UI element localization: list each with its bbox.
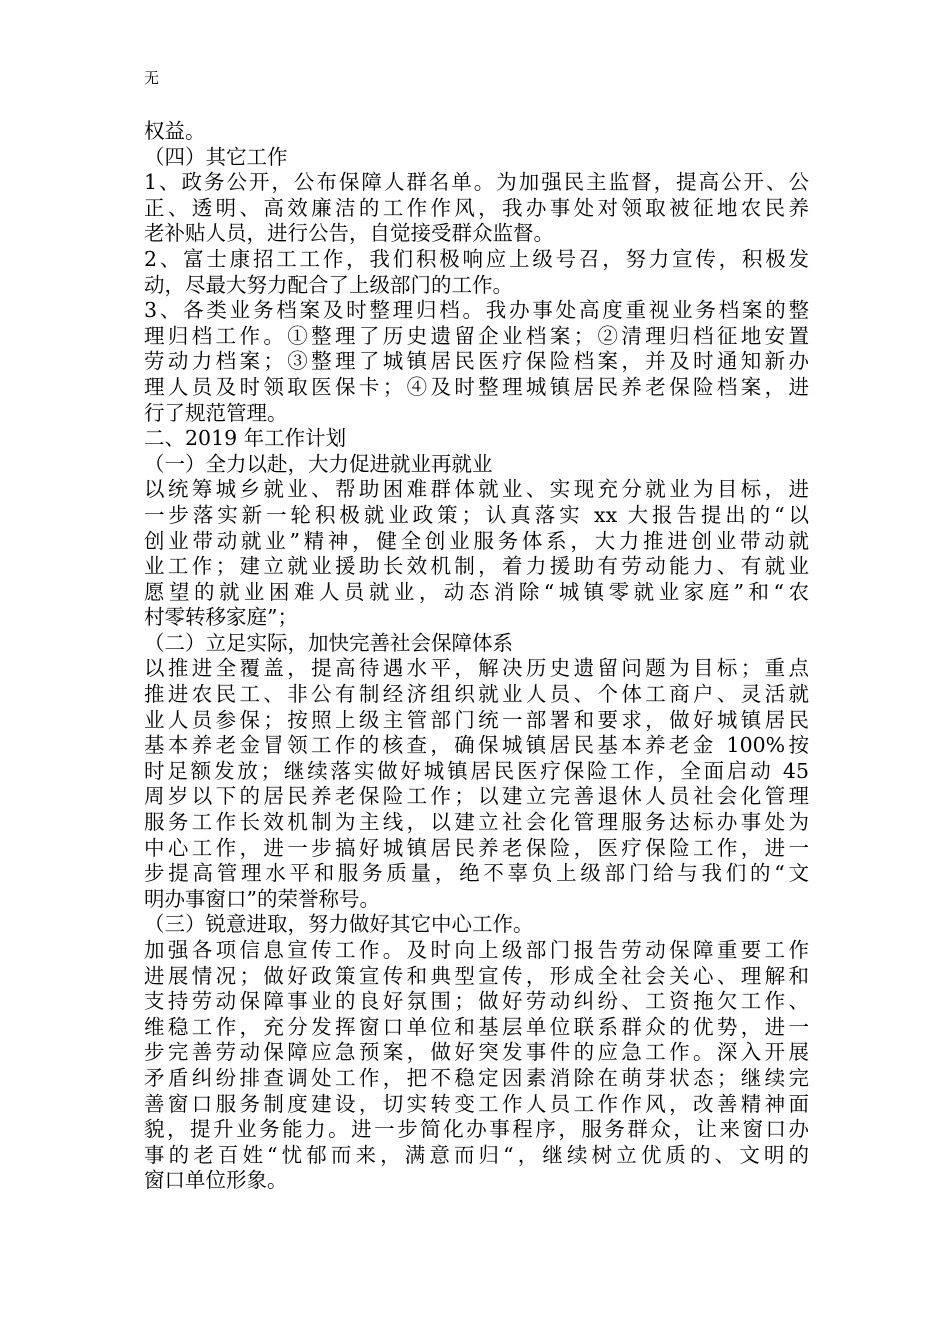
body-line: 以推进全覆盖，提高待遇水平，解决历史遗留问题为目标；重点 [144, 656, 809, 681]
body-line: 周岁以下的居民养老保险工作；以建立完善退休人员社会化管理 [144, 784, 809, 809]
body-line: 权益。 [144, 119, 206, 143]
body-line: 行了规范管理。 [144, 400, 288, 425]
section-heading: （一）全力以赴，大力促进就业再就业 [144, 451, 493, 476]
body-line: 明办事窗口”的荣誉称号。 [144, 886, 380, 911]
body-line: 老补贴人员，进行公告，自觉接受群众监督。 [144, 221, 554, 246]
body-line: 加强各项信息宣传工作。及时向上级部门报告劳动保障重要工作 [144, 938, 809, 962]
body-line: 推进农民工、非公有制经济组织就业人员、个体工商户、灵活就 [144, 682, 809, 707]
body-line: 善窗口服务制度建设，切实转变工作人员工作作风，改善精神面 [144, 1091, 809, 1116]
body-line: 以统筹城乡就业、帮助困难群体就业、实现充分就业为目标，进 [144, 477, 809, 502]
section-heading: 二、2019 年工作计划 [144, 426, 347, 451]
body-line: 支持劳动保障事业的良好氛围；做好劳动纠纷、工资拖欠工作、 [144, 989, 809, 1014]
body-line: 正、透明、高效廉洁的工作作风，我办事处对领取被征地农民养 [144, 195, 809, 220]
body-line: 业工作；建立就业援助长效机制，着力援助有劳动能力、有就业 [144, 554, 809, 579]
body-line: 服务工作长效机制为主线，以建立社会化管理服务达标办事处为 [144, 810, 809, 835]
body-line: 劳动力档案；③整理了城镇居民医疗保险档案，并及时通知新办 [144, 349, 809, 374]
body-line: 理归档工作。①整理了历史遗留企业档案；②清理归档征地安置 [144, 323, 809, 348]
body-line: 维稳工作，充分发挥窗口单位和基层单位联系群众的优势，进一 [144, 1014, 809, 1039]
body-line: 基本养老金冒领工作的核查，确保城镇居民基本养老金 100%按 [144, 733, 809, 758]
page-header: 无 [144, 69, 160, 87]
section-heading: （三）锐意进取，努力做好其它中心工作。 [144, 912, 534, 937]
body-line: 愿望的就业困难人员就业，动态消除“城镇零就业家庭”和“农 [144, 579, 809, 604]
document-body [144, 119, 809, 1194]
section-heading: （二）立足实际，加快完善社会保障体系 [144, 630, 513, 655]
body-line: 窗口单位形象。 [144, 1168, 288, 1193]
body-line: 动，尽最大努力配合了上级部门的工作。 [144, 272, 513, 297]
section-heading: （四）其它工作 [144, 144, 288, 169]
body-line: 中心工作，进一步搞好城镇居民养老保险，医疗保险工作，进一 [144, 835, 809, 860]
body-line: 事的老百姓“忧郁而来，满意而归“，继续树立优质的、文明的 [144, 1142, 809, 1167]
body-line: 进展情况；做好政策宣传和典型宣传，形成全社会关心、理解和 [144, 963, 809, 988]
body-line: 一步落实新一轮积极就业政策；认真落实 xx 大报告提出的“以 [144, 502, 809, 527]
body-line: 步提高管理水平和服务质量，绝不辜负上级部门给与我们的“文 [144, 861, 809, 886]
body-line: 创业带动就业”精神，健全创业服务体系，大力推进创业带动就 [144, 528, 809, 553]
body-line: 业人员参保；按照上级主管部门统一部署和要求，做好城镇居民 [144, 707, 809, 732]
body-line: 村零转移家庭”； [144, 605, 298, 630]
body-line: 3、各类业务档案及时整理归档。我办事处高度重视业务档案的整 [144, 298, 809, 323]
body-line: 矛盾纠纷排查调处工作，把不稳定因素消除在萌芽状态；继续完 [144, 1065, 809, 1090]
body-line: 1、政务公开，公布保障人群名单。为加强民主监督，提高公开、公 [144, 170, 809, 195]
body-line: 貌，提升业务能力。进一步简化办事程序，服务群众，让来窗口办 [144, 1117, 809, 1142]
body-line: 步完善劳动保障应急预案，做好突发事件的应急工作。深入开展 [144, 1040, 809, 1065]
body-line: 理人员及时领取医保卡；④及时整理城镇居民养老保险档案，进 [144, 374, 809, 399]
body-line: 时足额发放；继续落实做好城镇居民医疗保险工作，全面启动 45 [144, 758, 809, 783]
body-line: 2、富士康招工工作，我们积极响应上级号召，努力宣传，积极发 [144, 246, 809, 271]
